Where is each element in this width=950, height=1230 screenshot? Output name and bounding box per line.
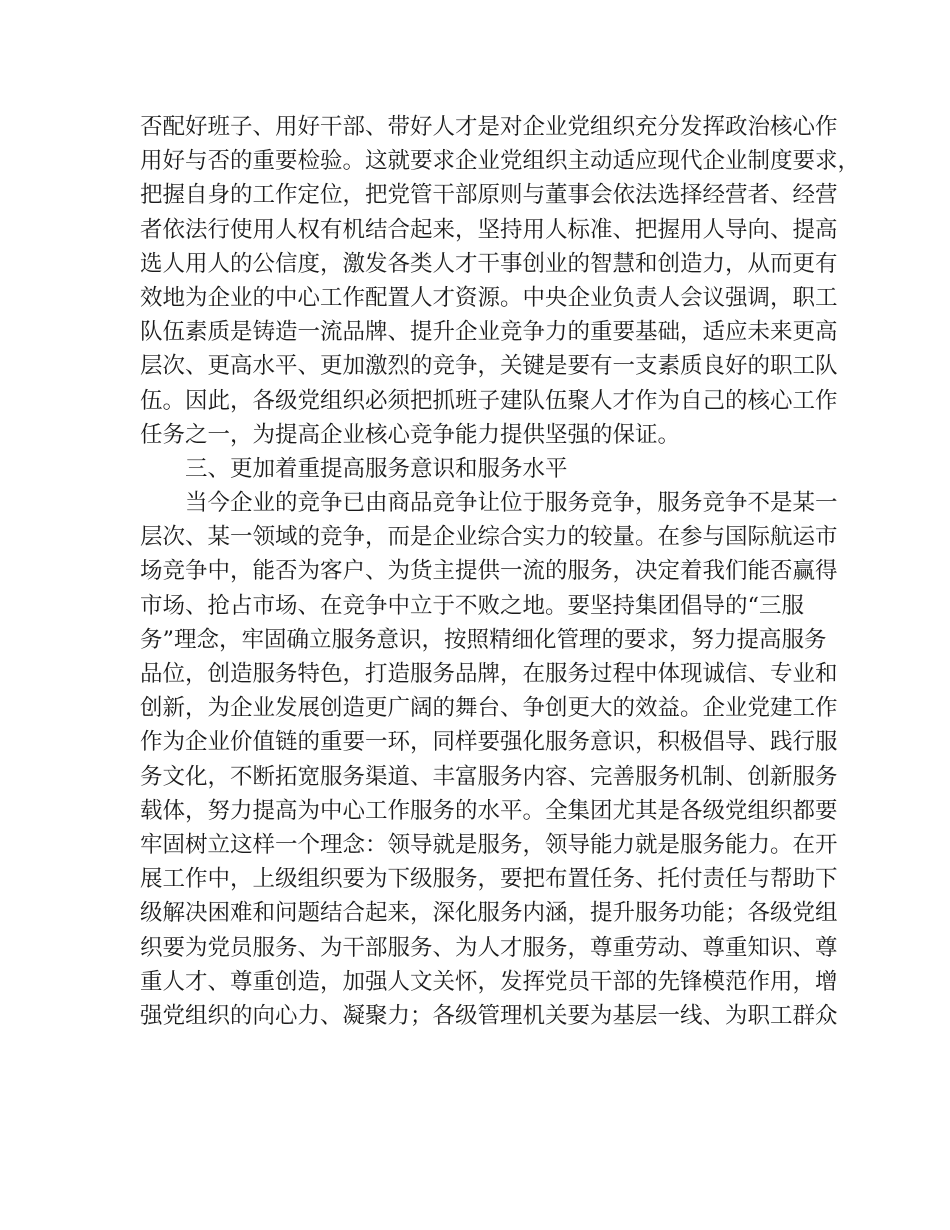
text-line: 展工作中，上级组织要为下级服务，要把布置任务、托付责任与帮助下 [140, 866, 838, 893]
text-line: 否配好班子、用好干部、带好人才是对企业党组织充分发挥政治核心作 [140, 114, 838, 140]
text-line: 用好与否的重要检验。这就要求企业党组织主动适应现代企业制度要求， [140, 148, 861, 175]
text-line: 队伍素质是铸造一流品牌、提升企业竞争力的重要基础，适应未来更高 [140, 319, 838, 346]
text-line: 品位，创造服务特色，打造服务品牌，在服务过程中体现诚信、专业和 [140, 661, 838, 687]
text-line: 市场、抢占市场、在竞争中立于不败之地。要坚持集团倡导的“三服 [140, 592, 805, 619]
text-line: 务文化，不断拓宽服务渠道、丰富服务内容、完善服务机制、创新服务 [140, 763, 838, 790]
document-body [140, 110, 861, 1033]
text-line: 把握自身的工作定位，把党管干部原则与董事会依法选择经营者、经营 [140, 182, 838, 209]
text-line: 层次、某一领域的竞争，而是企业综合实力的较量。在参与国际航运市 [140, 524, 838, 551]
text-line: 创新，为企业发展创造更广阔的舞台、争创更大的效益。企业党建工作 [140, 695, 838, 722]
text-line: 织要为党员服务、为干部服务、为人才服务，尊重劳动、尊重知识、尊 [140, 934, 838, 961]
text-line: 重人才、尊重创造，加强人文关怀，发挥党员干部的先锋模范作用，增 [140, 968, 838, 995]
text-line: 选人用人的公信度，激发各类人才干事创业的智慧和创造力，从而更有 [140, 250, 838, 277]
text-line: 伍。因此，各级党组织必须把抓班子建队伍聚人才作为自己的核心工作 [140, 387, 838, 414]
text-line: 效地为企业的中心工作配置人才资源。中央企业负责人会议强调，职工 [140, 284, 838, 311]
text-line: 牢固树立这样一个理念：领导就是服务，领导能力就是服务能力。在开 [140, 831, 838, 858]
text-line: 务”理念，牢固确立服务意识，按照精细化管理的要求，努力提高服务 [140, 626, 827, 653]
text-line: 级解决困难和问题结合起来，深化服务内涵，提升服务功能；各级党组 [140, 900, 838, 927]
text-line: 者依法行使用人权有机结合起来，坚持用人标准、把握用人导向、提高 [140, 216, 838, 243]
text-line: 层次、更高水平、更加激烈的竞争，关键是要有一支素质良好的职工队 [140, 353, 838, 380]
section-heading: 三、更加着重提高服务意识和服务水平 [185, 455, 568, 482]
text-line: 强党组织的向心力、凝聚力；各级管理机关要为基层一线、为职工群众 [140, 1002, 838, 1029]
text-line: 任务之一，为提高企业核心竞争能力提供坚强的保证。 [140, 421, 681, 448]
paragraph-first-line: 当今企业的竞争已由商品竞争让位于服务竞争，服务竞争不是某一 [185, 490, 838, 517]
text-line: 场竞争中，能否为客户、为货主提供一流的服务，决定着我们能否赢得 [140, 558, 838, 585]
text-line: 载体，努力提高为中心工作服务的水平。全集团尤其是各级党组织都要 [140, 797, 838, 824]
text-line: 作为企业价值链的重要一环，同样要强化服务意识，积极倡导、践行服 [140, 729, 838, 756]
